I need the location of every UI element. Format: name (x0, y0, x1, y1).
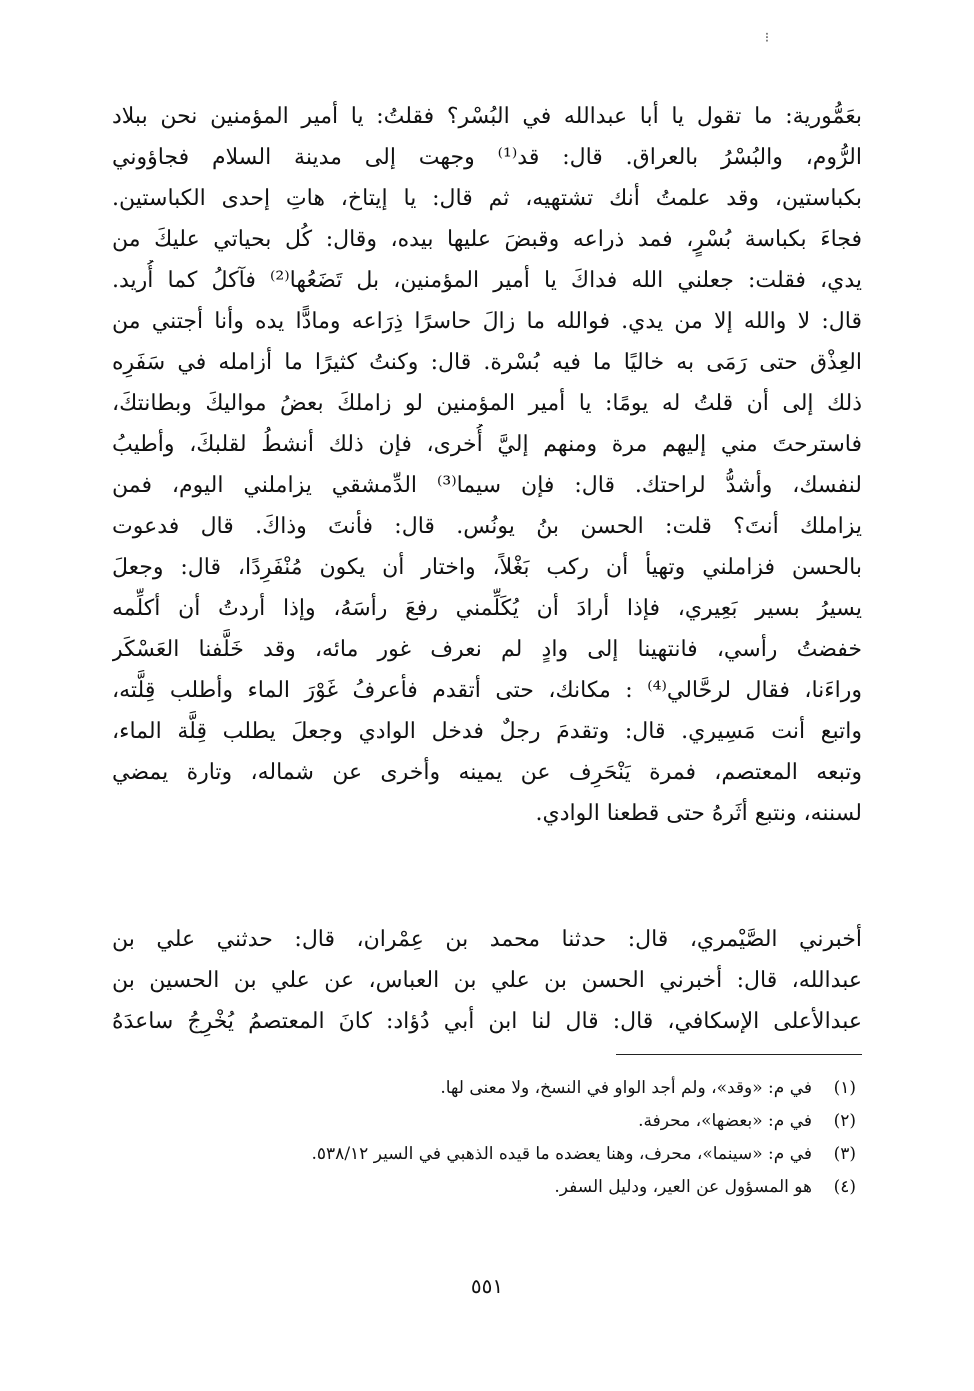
text-line: وراءَنا، فقال لرحَّالي⁽⁴⁾ : مكانك، حتى أتقدم فأعرفُ غَوْرَ الماء وأطلب قِلَّته، (112, 678, 862, 703)
text-line: يدي، فقلت: جعلني الله فداكَ يا أمير المؤمنين، بل تَضَعُها⁽²⁾ فآكلُ كما أُريد. (112, 268, 862, 293)
footnote-text: في م: «وقد»، ولم أجد الواو في النسخ، ولا معنى لها. (440, 1078, 812, 1098)
footnote-number: (١) (833, 1078, 856, 1098)
paragraph-second (112, 919, 862, 1042)
text-line: الرُّوم، والبُسْرُ بالعراق. قال: قد⁽¹⁾ وجهت إلى مدينة السلام فجاؤوني (112, 145, 862, 170)
footnote-number: (٢) (833, 1111, 856, 1131)
footnote-item (216, 1072, 856, 1105)
footnote-item (216, 1105, 856, 1138)
footnote-text: هو المسؤول عن العير، ودليل السفر. (554, 1177, 812, 1197)
footnote-item (216, 1171, 856, 1204)
text-line: يزاملك أنتَ؟ قلت: الحسن بنُ يونُس. قال: فأنتَ وذاكَ. قال فدعوت (112, 514, 862, 539)
text-line: واتبع أنت مَسِيري. قال: وتقدمَ رجلٌ فدخل الوادي وجعلَ يطلب قِلَّة الماء، (112, 719, 862, 744)
footnote-divider (616, 1054, 862, 1055)
text-line: لنفسك، وأشدُّ لراحتك. قال: فإن سيما⁽³⁾ الدِّمشقي يزاملني اليوم، فمن (112, 473, 862, 498)
footnote-text: في م: «سينما»، محرف، وهنا يعضده ما قيده الذهبي في السير ٥٣٨/١٢. (311, 1144, 812, 1164)
text-line: وتبعه المعتصم، فمرة يَنْحَرِف عن يمينه وأخرى عن شماله، وتارة يمضي (112, 760, 862, 785)
text-line: قال: لا والله إلا من يدي. فوالله ما زالَ حاسرًا ذِرَاعه ومادًّا يده وأنا أجتني من (112, 309, 862, 334)
footnote-number: (٤) (833, 1177, 856, 1197)
page-number: ٥٥١ (470, 1274, 504, 1298)
text-line: عبدالأعلى الإسكافي، قال: قال لنا ابن أبي دُؤاد: كانَ المعتصمُ يُخْرِجُ ساعدَهُ (112, 1009, 862, 1034)
footnotes (216, 1072, 856, 1204)
footnote-text: في م: «بعضها»، محرفة. (638, 1111, 812, 1131)
text-line: بالحسن فزاملني وتهيأ أن ركب بَغْلاً، واختار أن يكون مُنْفَرِدًا، قال: وجعلَ (112, 555, 862, 580)
text-line: لسننه، ونتبع أثَرهُ حتى قطعنا الوادي. (535, 801, 862, 826)
text-line: بعَمُّورية: ما تقول يا أبا عبدالله في البُسْر؟ فقلتُ: يا أمير المؤمنين نحن ببلاد (112, 104, 862, 129)
footnote-item (216, 1138, 856, 1171)
text-line: ذلك إلى أن قلتُ له يومًا: يا أمير المؤمنين لو زاملكَ بعضُ مواليكَ وبطانتكَ، (112, 391, 862, 416)
text-line: خفضتُ رأسي، فانتهينا إلى وادٍ لم نعرف غور مائه، وقد خَلَّفنا العَسْكَر (112, 637, 862, 662)
text-line: أخبرني الصَّيْمري، قال: حدثنا محمد بن عِمْران، قال: حدثني علي بن (112, 927, 862, 952)
text-line: يسيرُ بسير بَعِيري، فإذا أرادَ أن يُكَلِّمني رفعَ رأسَهُ، وإذا أردتُ أن أكلِّمه (112, 596, 862, 621)
text-line: عبدالله، قال: أخبرني الحسن بن علي بن العباس، عن علي بن الحسين بن (112, 968, 862, 993)
paragraph-main (112, 96, 862, 834)
footnote-number: (٣) (833, 1144, 856, 1164)
text-line: فاسترحتَ مني إليهم مرة ومنهم إليَّ أُخرى، فإن ذلك أنشطُ لقلبكَ، وأطيبُ (112, 432, 862, 457)
page-marker: ⁝ (764, 30, 770, 46)
text-line: بكباستين، وقد علمتُ أنك تشتهيه، ثم قال: يا إيتاخ، هاتِ إحدى الكباستين. (112, 186, 862, 211)
text-line: العِذْق حتى رَمَى به خاليًا ما فيه بُسْرة. قال: وكنتُ كثيرًا ما أزامله في سَفَرِه (112, 350, 862, 375)
text-line: فجاءَ بكباسة بُسْرٍ، فمد ذراعه وقبضَ عليها بيده، وقال: كُل بحياتي عليكَ من (112, 227, 862, 252)
